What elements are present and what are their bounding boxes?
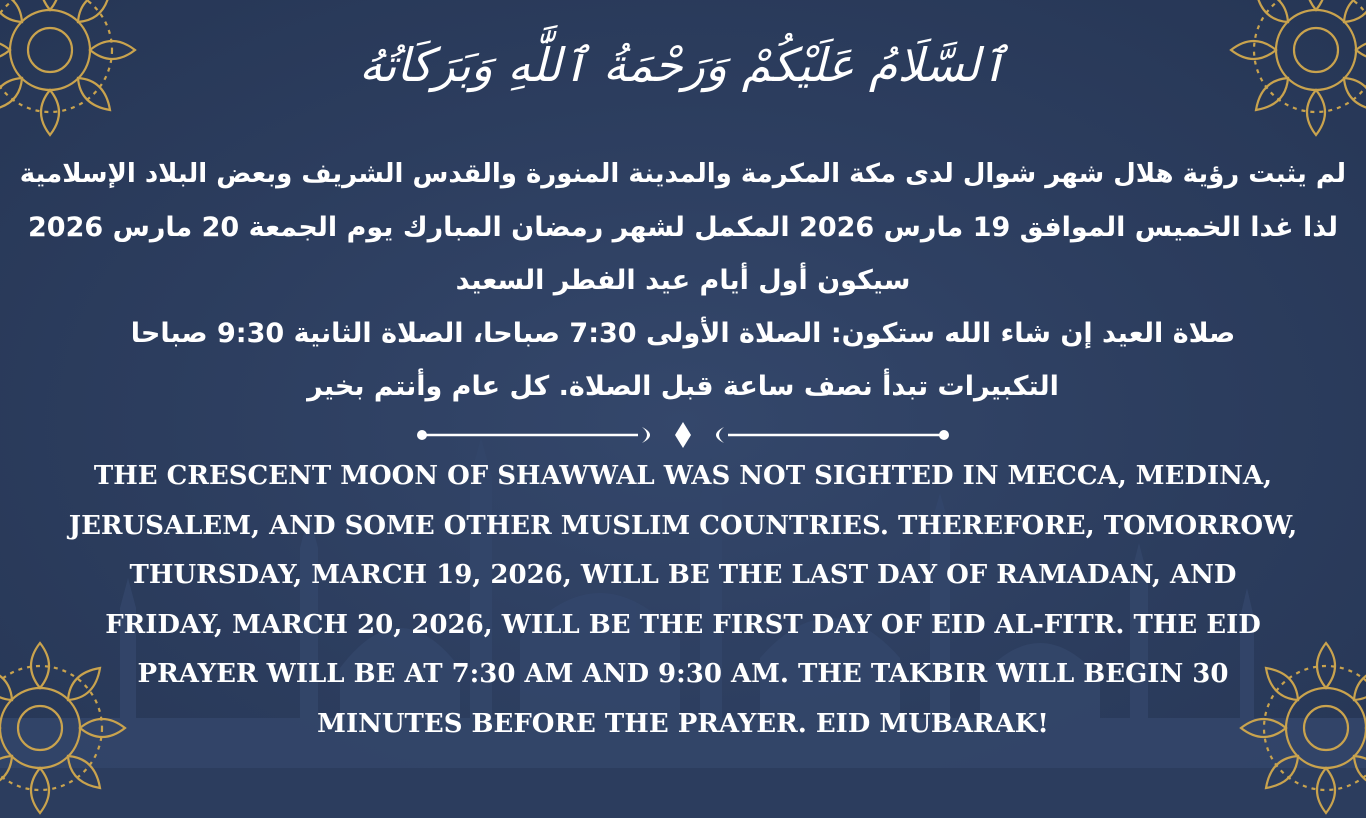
arabic-announcement [20, 148, 1346, 413]
arabic-line: لم يثبت رؤية هلال شهر شوال لدى مكة المكرمة والمدينة المنورة والقدس الشريف وبعض البلاد الإسلامية [19, 159, 1346, 189]
arabic-line: لذا غدا الخميس الموافق 19 مارس 2026 المكمل لشهر رمضان المبارك يوم الجمعة 20 مارس 2026 [28, 212, 1338, 243]
greeting-calligraphy: ٱلسَّلَامُ عَلَيْكُمْ وَرَحْمَةُ ٱللَّٰهِ وَبَرَكَاتُهُ [359, 38, 1007, 92]
english-line: THURSDAY, MARCH 19, 2026, WILL BE THE LAST DAY OF RAMADAN, AND [129, 560, 1237, 590]
ornamental-divider-icon [408, 418, 958, 452]
arabic-line: صلاة العيد إن شاء الله ستكون: الصلاة الأولى 7:30 صباحا، الصلاة الثانية 9:30 صباحا [130, 318, 1236, 349]
arabic-line: سيكون أول أيام عيد الفطر السعيد [455, 265, 911, 296]
english-announcement [20, 452, 1346, 749]
english-line: FRIDAY, MARCH 20, 2026, WILL BE THE FIRST DAY OF EID AL-FITR. THE EID [105, 609, 1261, 640]
english-line: PRAYER WILL BE AT 7:30 AM AND 9:30 AM. THE TAKBIR WILL BEGIN 30 [137, 659, 1229, 689]
arabic-line: التكبيرات تبدأ نصف ساعة قبل الصلاة. كل عام وأنتم بخير [307, 371, 1059, 402]
english-line: JERUSALEM, AND SOME OTHER MUSLIM COUNTRIES. THEREFORE, TOMORROW, [68, 510, 1298, 541]
english-line: MINUTES BEFORE THE PRAYER. EID MUBARAK! [317, 708, 1049, 739]
english-line: THE CRESCENT MOON OF SHAWWAL WAS NOT SIGHTED IN MECCA, MEDINA, [93, 461, 1273, 491]
